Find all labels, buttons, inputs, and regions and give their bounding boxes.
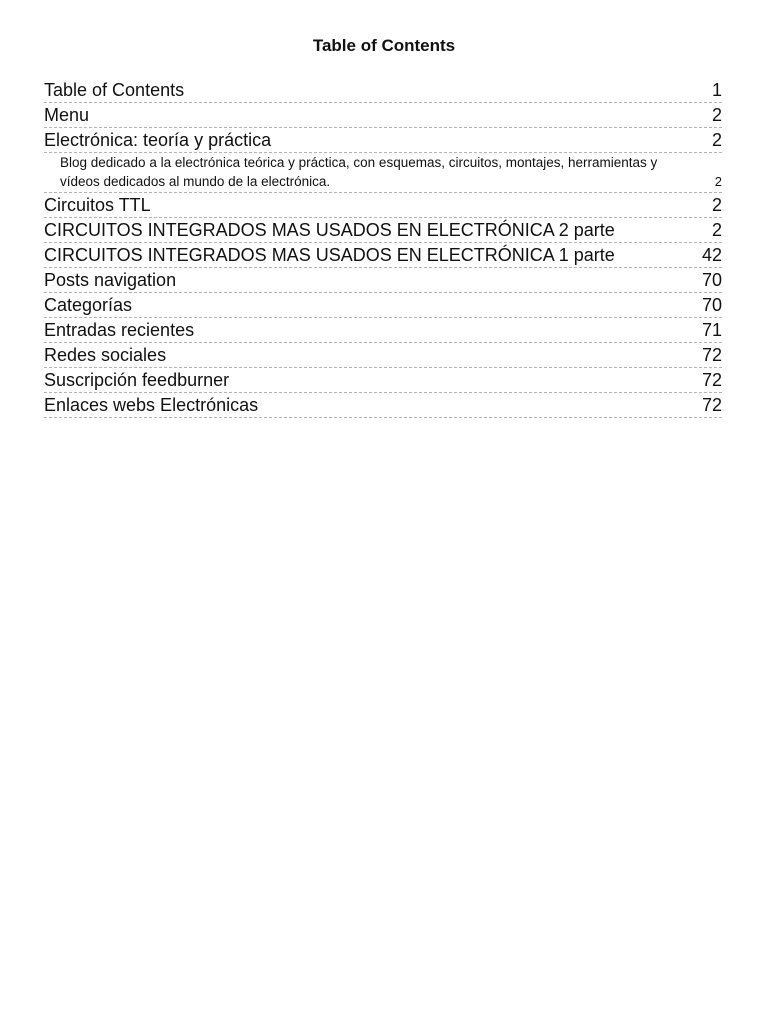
toc-entry-page: 2 xyxy=(711,130,722,150)
toc-entry[interactable] xyxy=(44,218,722,243)
toc-entry-title: CIRCUITOS INTEGRADOS MAS USADOS EN ELECTRÓNICA 2 parte xyxy=(44,220,615,240)
toc-entry[interactable] xyxy=(44,368,722,393)
toc-entry-title: Table of Contents xyxy=(44,80,185,100)
toc-entry-title: Blog dedicado a la electrónica teórica y práctica, con esquemas, circuitos, montajes, herramientas y vídeos dedicados al mundo de la electrónica. xyxy=(60,155,658,189)
toc-entry-title: Posts navigation xyxy=(44,270,177,290)
toc-entry[interactable] xyxy=(44,103,722,128)
toc-entry-page: 70 xyxy=(701,270,722,290)
toc-entry-page: 70 xyxy=(701,295,722,315)
toc-entry[interactable] xyxy=(44,268,722,293)
toc-subentry[interactable] xyxy=(44,153,722,193)
toc-entry-page: 2 xyxy=(711,195,722,215)
toc-entry-page: 72 xyxy=(701,345,722,365)
toc-entry-title: Redes sociales xyxy=(44,345,167,365)
toc-entry-title: Electrónica: teoría y práctica xyxy=(44,130,272,150)
toc-entry-title: Circuitos TTL xyxy=(44,195,151,215)
toc-entry-page: 2 xyxy=(711,220,722,240)
toc-entry-page: 2 xyxy=(714,174,722,189)
toc-entry-page: 2 xyxy=(711,105,722,125)
toc-entry-title: Enlaces webs Electrónicas xyxy=(44,395,259,415)
page-title: Table of Contents xyxy=(312,36,456,55)
toc-entry-page: 72 xyxy=(701,395,722,415)
toc-entry-page: 1 xyxy=(711,80,722,100)
toc-entry[interactable] xyxy=(44,243,722,268)
toc-entry-title: Entradas recientes xyxy=(44,320,195,340)
toc-entry-page: 71 xyxy=(701,320,722,340)
toc-entry[interactable] xyxy=(44,343,722,368)
toc-entry-title: Categorías xyxy=(44,295,133,315)
toc-entry-title: Suscripción feedburner xyxy=(44,370,230,390)
toc-entry[interactable] xyxy=(44,193,722,218)
toc-entry-page: 72 xyxy=(701,370,722,390)
table-of-contents xyxy=(44,78,722,418)
toc-entry[interactable] xyxy=(44,393,722,418)
toc-entry-page: 42 xyxy=(701,245,722,265)
toc-entry-title: CIRCUITOS INTEGRADOS MAS USADOS EN ELECTRÓNICA 1 parte xyxy=(44,245,615,265)
toc-entry[interactable] xyxy=(44,293,722,318)
toc-entry[interactable] xyxy=(44,78,722,103)
toc-entry[interactable] xyxy=(44,318,722,343)
toc-entry[interactable] xyxy=(44,128,722,153)
toc-entry-title: Menu xyxy=(44,105,90,125)
